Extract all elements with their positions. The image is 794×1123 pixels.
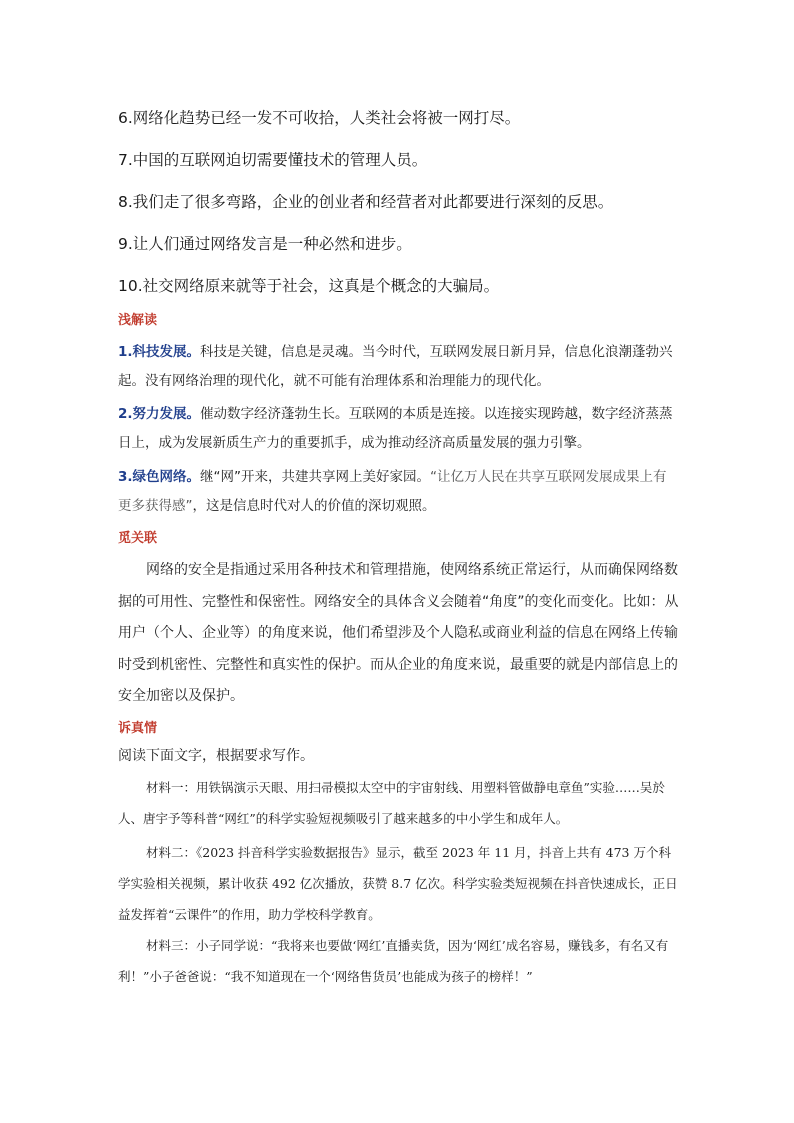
item-quote: “让亿万人民在共享互联网发展成果上有更多获得感” bbox=[118, 469, 667, 514]
item-text: 继“网”开来，共建共享网上美好家园。 bbox=[200, 469, 431, 485]
interpretation-item-3 bbox=[118, 463, 678, 521]
item-tail: ，这是信息时代对人的价值的深切观照。 bbox=[192, 498, 436, 514]
list-item-8: 8.我们走了很多弯路，企业的创业者和经营者对此都要进行深刻的反思。 bbox=[118, 193, 614, 211]
item-text: 科技是关键，信息是灵魂。当今时代，互联网发展日新月异，信息化浪潮蓬勃兴起。没有网络治理的现代化，就不可能有治理体系和治理能力的现代化。 bbox=[118, 344, 673, 389]
section-heading-writing: 诉真情 bbox=[118, 721, 158, 736]
interpretation-item-1 bbox=[118, 338, 678, 396]
list-item-9: 9.让人们通过网络发言是一种必然和进步。 bbox=[118, 235, 412, 253]
writing-instruction: 阅读下面文字，根据要求写作。 bbox=[118, 748, 314, 764]
list-item-6: 6.网络化趋势已经一发不可收拾，人类社会将被一网打尽。 bbox=[118, 109, 521, 127]
item-lead: 1.科技发展。 bbox=[118, 344, 201, 360]
item-lead: 2.努力发展。 bbox=[118, 406, 201, 422]
material-1: 材料一：用铁锅演示天眼、用扫帚模拟太空中的宇宙射线、用塑料管做静电章鱼”实验……吴於人、唐宇予等科普“网红”的科学实验短视频吸引了越来越多的中小学生和成年人。 bbox=[118, 780, 665, 826]
material-3: 材料三：小子同学说：“我将来也要做‘网红’直播卖货，因为‘网红’成名容易，赚钱多，有名又有利！”小子爸爸说：“我不知道现在一个‘网络售货员’也能成为孩子的榜样！” bbox=[118, 938, 669, 984]
section-heading-connection: 觅关联 bbox=[118, 531, 158, 546]
material-2: 材料二：《2023 抖音科学实验数据报告》显示，截至 2023 年 11 月，抖音上共有 473 万个科学实验相关视频，累计收获 492 亿次播放，获赞 8.7 亿次。科学实验类短视频在抖音快速成长，正日益发挥着“云课件”的作用，助力学校科学教育。 bbox=[118, 845, 678, 922]
list-item-7: 7.中国的互联网迫切需要懂技术的管理人员。 bbox=[118, 151, 428, 169]
interpretation-item-2 bbox=[118, 400, 678, 458]
item-text: 催动数字经济蓬勃生长。互联网的本质是连接。以连接实现跨越，数字经济蒸蒸日上，成为发展新质生产力的重要抓手，成为推动经济高质量发展的强力引擎。 bbox=[118, 406, 673, 451]
section-heading-interpretation: 浅解读 bbox=[118, 313, 158, 328]
connection-paragraph: 网络的安全是指通过采用各种技术和管理措施，使网络系统正常运行，从而确保网络数据的可用性、完整性和保密性。网络安全的具体含义会随着“角度”的变化而变化。比如：从用户（个人、企业等）的角度来说，他们希望涉及个人隐私或商业利益的信息在网络上传输时受到机密性、完整性和真实性的保护。而从企业的角度来说，最重要的就是内部信息上的安全加密以及保护。 bbox=[118, 562, 679, 704]
list-item-10: 10.社交网络原来就等于社会，这真是个概念的大骗局。 bbox=[118, 277, 500, 295]
item-lead: 3.绿色网络。 bbox=[118, 469, 201, 485]
